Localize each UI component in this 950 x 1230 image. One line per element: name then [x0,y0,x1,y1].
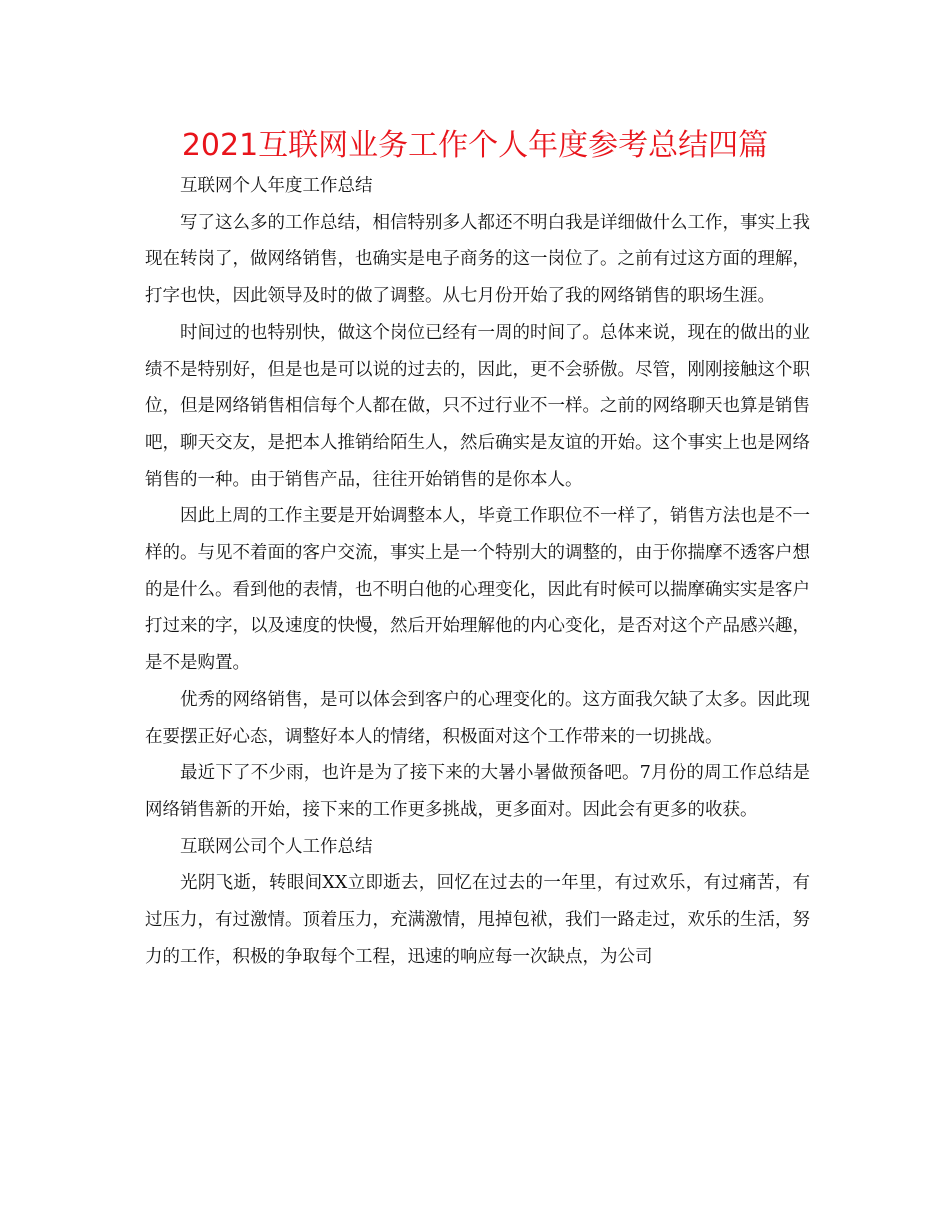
paragraph: 因此上周的工作主要是开始调整本人，毕竟工作职位不一样了，销售方法也是不一样的。与见不着面的客户交流，事实上是一个特别大的调整的，由于你揣摩不透客户想的是什么。看到他的表情，也不明白他的心理变化，因此有时候可以揣摩确实实是客户打过来的字，以及速度的快慢，然后开始理解他的内心变化，是否对这个产品感兴趣，是不是购置。 [145,506,810,674]
paragraph: 最近下了不少雨，也许是为了接下来的大暑小暑做预备吧。7月份的周工作总结是网络销售新的开始，接下来的工作更多挑战，更多面对。因此会有更多的收获。 [145,763,810,820]
document-body [145,168,810,975]
paragraph: 优秀的网络销售，是可以体会到客户的心理变化的。这方面我欠缺了太多。因此现在要摆正好心态，调整好本人的情绪，积极面对这个工作带来的一切挑战。 [145,689,810,747]
paragraph: 写了这么多的工作总结，相信特别多人都还不明白我是详细做什么工作，事实上我现在转岗了，做网络销售，也确实是电子商务的这一岗位了。之前有过这方面的理解，打字也快，因此领导及时的做了调整。从七月份开始了我的网络销售的职场生涯。 [145,212,810,307]
paragraph: 光阴飞逝，转眼间XX立即逝去，回忆在过去的一年里，有过欢乐，有过痛苦，有过压力，有过激情。顶着压力，充满激情，甩掉包袱，我们一路走过，欢乐的生活，努力的工作，积极的争取每个工程，迅速的响应每一次缺点，为公司 [145,873,810,967]
section-heading: 互联网公司个人工作总结 [180,836,373,857]
document-title: 2021互联网业务工作个人年度参考总结四篇 [181,128,769,163]
section-heading: 互联网个人年度工作总结 [180,176,373,196]
paragraph: 时间过的也特别快，做这个岗位已经有一周的时间了。总体来说，现在的做出的业绩不是特别好，但是也是可以说的过去的，因此，更不会骄傲。尽管，刚刚接触这个职位，但是网络销售相信每个人都在做，只不过行业不一样。之前的网络聊天也算是销售吧，聊天交友，是把本人推销给陌生人，然后确实是友谊的开始。这个事实上也是网络销售的一种。由于销售产品，往往开始销售的是你本人。 [145,322,810,490]
